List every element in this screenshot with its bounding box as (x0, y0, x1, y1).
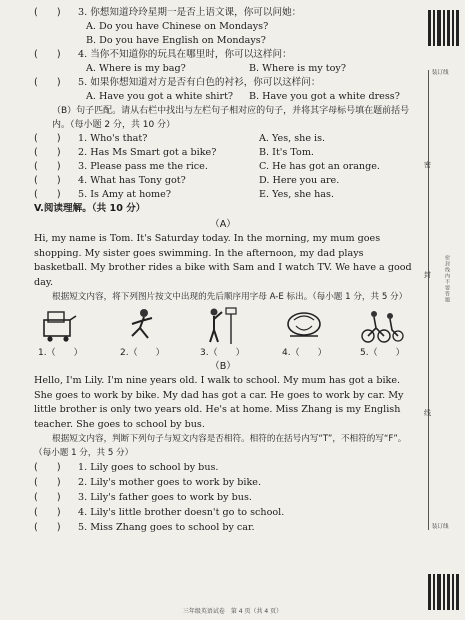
matching-answer: D. Here you are. (259, 175, 340, 186)
matching-answer: B. It's Tom. (259, 147, 314, 158)
statement-text: 4. Lily's little brother doesn't go to school. (78, 507, 285, 518)
question-3 (34, 6, 412, 20)
matching-answer: A. Yes, she is. (259, 133, 326, 144)
passage-b-instructions: 根据短文内容，判断下列句子与短文内容是否相符。相符的在括号内写“T”，不相符的写“F”。（每小题 1 分，共 5 分） (34, 434, 407, 458)
section-b-title: （B）句子匹配。请从右栏中找出与左栏句子相对应的句子，并将其字母标号填在题前括号内。（每小题 2 分，共 10 分） (52, 106, 410, 130)
answer-5[interactable]: 5.（ ） (360, 348, 405, 358)
matching-question: 4. What has Tony got? (78, 175, 186, 186)
matching-question: 2. Has Ms Smart got a bike? (78, 147, 217, 158)
option-b: B. Have you got a white dress? (249, 91, 400, 102)
binding-note: 密封线内不要答题 (444, 255, 450, 303)
option-a: A. Have you got a white shirt? (86, 91, 234, 102)
matching-question: 3. Please pass me the rice. (78, 161, 208, 172)
watch-tv-picture (282, 306, 326, 346)
binding-label-top: 装订线 (432, 70, 449, 76)
matching-left (34, 132, 259, 146)
answer-bracket[interactable]: ( ) (34, 49, 61, 60)
statement-text: 5. Miss Zhang goes to school by car. (78, 522, 255, 533)
passage-a-label: （A） (210, 219, 236, 230)
question-text: 4. 当你不知道你的玩具在哪里时，你可以这样问： (78, 49, 292, 60)
basketball-picture (200, 306, 244, 346)
option-a: A. Where is my bag? (86, 63, 186, 74)
seal-mark-xian: 线 (424, 409, 431, 417)
true-false-list (34, 460, 412, 535)
true-false-item (34, 490, 412, 505)
answer-bracket[interactable]: ( ) (34, 189, 61, 200)
matching-answer: C. He has got an orange. (259, 161, 380, 172)
picture-row (34, 306, 412, 360)
options-row (34, 90, 412, 104)
answer-bracket[interactable]: ( ) (34, 147, 61, 158)
passage-b-label: （B） (210, 361, 236, 372)
matching-row (34, 160, 412, 174)
page-footer: 三年级英语试卷 第 4 页（共 4 页） (182, 608, 283, 615)
binding-label-bottom: 装订线 (432, 524, 449, 530)
matching-left (34, 146, 259, 160)
question-text: 5. 如果你想知道对方是否有白色的衬衫，你可以这样问： (78, 77, 321, 88)
answer-bracket[interactable]: ( ) (34, 492, 61, 503)
statement-text: 2. Lily's mother goes to work by bike. (78, 477, 262, 488)
binding-line (428, 70, 429, 530)
ride-bike-picture (360, 306, 404, 346)
answer-bracket[interactable]: ( ) (34, 175, 61, 186)
true-false-item (34, 505, 412, 520)
true-false-item (34, 475, 412, 490)
swimming-picture (120, 306, 164, 346)
answer-bracket[interactable]: ( ) (34, 507, 61, 518)
option-b: B. Where is my toy? (249, 63, 346, 74)
answer-bracket[interactable]: ( ) (34, 77, 61, 88)
true-false-item (34, 460, 412, 475)
answer-bracket[interactable]: ( ) (34, 161, 61, 172)
matching-row (34, 146, 412, 160)
shopping-picture (38, 306, 82, 346)
statement-text: 1. Lily goes to school by bus. (78, 462, 219, 473)
answer-bracket[interactable]: ( ) (34, 477, 61, 488)
matching-answer: E. Yes, she has. (259, 189, 335, 200)
section-5-title: V.阅读理解。（共 10 分） (34, 203, 146, 214)
matching-question: 5. Is Amy at home? (78, 189, 171, 200)
top-barcode-icon (428, 8, 460, 48)
exam-content (34, 6, 412, 535)
options-row (34, 62, 412, 76)
answer-2[interactable]: 2.（ ） (120, 348, 165, 358)
answer-1[interactable]: 1.（ ） (38, 348, 83, 358)
seal-mark-mi: 密 (424, 161, 431, 169)
statement-text: 3. Lily's father goes to work by bus. (78, 492, 252, 503)
matching-row (34, 132, 412, 146)
answer-3[interactable]: 3.（ ） (200, 348, 245, 358)
matching-question: 1. Who's that? (78, 133, 148, 144)
answer-bracket[interactable]: ( ) (34, 462, 61, 473)
answer-4[interactable]: 4.（ ） (282, 348, 327, 358)
answer-bracket[interactable]: ( ) (34, 7, 61, 18)
answer-bracket[interactable]: ( ) (34, 133, 61, 144)
matching-row (34, 174, 412, 188)
matching-left (34, 160, 259, 174)
option-a: A. Do you have Chinese on Mondays? (86, 21, 269, 32)
question-text: 3. 你想知道玲玲星期一是否上语文课，你可以问她： (78, 7, 302, 18)
option-b: B. Do you have English on Mondays? (86, 35, 266, 46)
true-false-item (34, 520, 412, 535)
passage-a: Hi, my name is Tom. It's Saturday today. In the morning, my mum goes shopping. My sister goes swimming. In the afternoon, my dad plays basketball. My brother rides a bike with Sam and I watch TV. We have a good day. (34, 233, 412, 288)
seal-mark-feng: 封 (424, 271, 431, 279)
passage-a-instructions: 根据短文内容，将下列图片按文中出现的先后顺序用字母 A-E 标出。（每小题 1 分，共 5 分） (52, 292, 408, 302)
matching-list (34, 132, 412, 202)
question-5 (34, 76, 412, 90)
matching-left (34, 174, 259, 188)
matching-row (34, 188, 412, 202)
answer-bracket[interactable]: ( ) (34, 522, 61, 533)
passage-b: Hello, I'm Lily. I'm nine years old. I walk to school. My mum has got a bike. She goes to work by bike. My dad has got a car. He goes to work by car. My little brother is only two years old. He's at home. Miss Zhang is my English teacher. She goes to school by bus. (34, 375, 404, 430)
matching-left (34, 188, 259, 202)
question-4 (34, 48, 412, 62)
